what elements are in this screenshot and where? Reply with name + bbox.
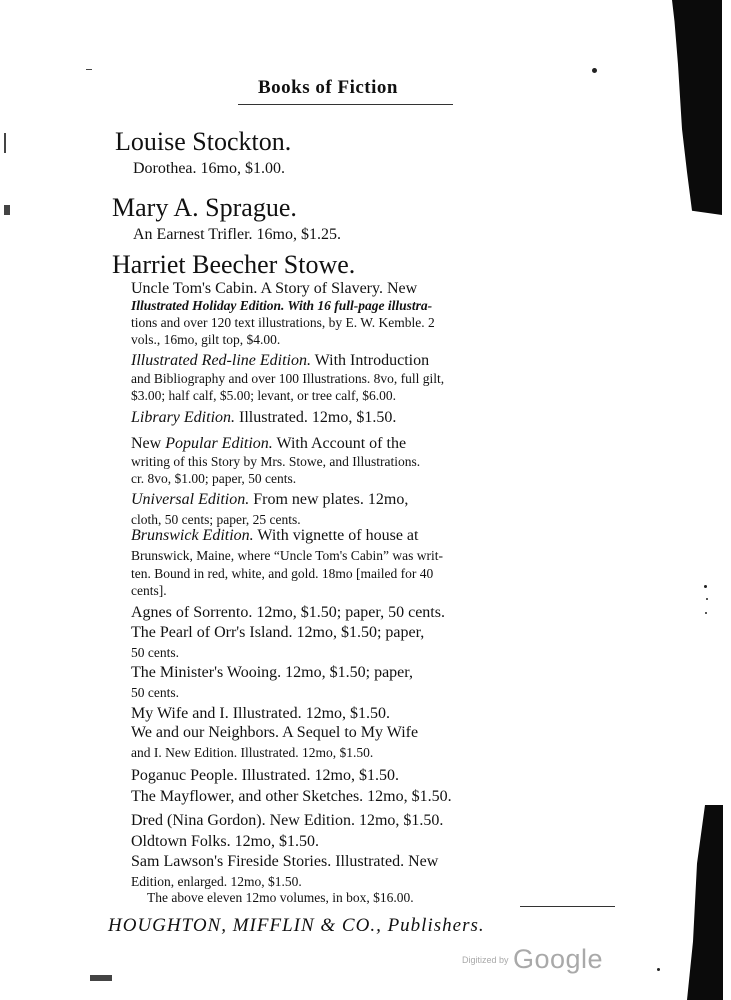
book-entry-detail: Edition, enlarged. 12mo, $1.50. <box>131 874 302 889</box>
book-entry: My Wife and I. Illustrated. 12mo, $1.50. <box>131 705 391 722</box>
scan-mark <box>4 133 6 153</box>
book-entry: An Earnest Trifler. 16mo, $1.25. <box>133 226 341 243</box>
edition-description: With Account of the <box>272 435 407 452</box>
book-entry-detail: Brunswick, Maine, where “Uncle Tom's Cabin” was writ- <box>131 548 444 563</box>
edition-description: From new plates. 12mo, <box>249 491 409 508</box>
scan-mark <box>86 69 92 70</box>
book-entry: The Mayflower, and other Sketches. 12mo, $1.50. <box>131 788 452 805</box>
book-entry: Dred (Nina Gordon). New Edition. 12mo, $1.50. <box>131 812 444 829</box>
page-heading: Books of Fiction <box>258 77 398 98</box>
book-entry-detail: 50 cents. <box>131 685 179 700</box>
set-price-note: The above eleven 12mo volumes, in box, $16.00. <box>147 890 414 905</box>
edition-name: Popular Edition. <box>165 435 273 452</box>
edition-name: Library Edition. <box>131 409 236 426</box>
edition-description: With vignette of house at <box>253 527 419 544</box>
book-entry-detail: cloth, 50 cents; paper, 25 cents. <box>131 512 301 527</box>
book-entry: Uncle Tom's Cabin. A Story of Slavery. New <box>131 280 418 297</box>
scan-mark <box>90 975 112 981</box>
footer-rule <box>520 906 615 907</box>
scan-shadow-bottom-right <box>683 805 723 1000</box>
author-name: Harriet Beecher Stowe. <box>112 250 356 279</box>
scan-shadow-top-right <box>672 0 722 215</box>
edition-name: Brunswick Edition. <box>131 527 254 544</box>
book-entry: Poganuc People. Illustrated. 12mo, $1.50. <box>131 767 399 784</box>
edition-description: With Introduction <box>310 352 430 369</box>
author-name: Mary A. Sprague. <box>112 193 297 222</box>
book-entry-detail: tions and over 120 text illustrations, by E. W. Kemble. 2 <box>131 315 435 330</box>
publisher-imprint: HOUGHTON, MIFFLIN & CO., Publishers. <box>108 915 485 936</box>
book-entry: The Pearl of Orr's Island. 12mo, $1.50; paper, <box>131 624 425 641</box>
book-entry <box>131 527 418 545</box>
speck <box>592 68 597 73</box>
edition-name: Universal Edition. <box>131 491 250 508</box>
book-entry-detail: writing of this Story by Mrs. Stowe, and Illustrations. <box>131 454 421 469</box>
book-entry: Agnes of Sorrento. 12mo, $1.50; paper, 50 cents. <box>131 604 445 621</box>
book-entry-detail: cr. 8vo, $1.00; paper, 50 cents. <box>131 471 297 486</box>
scan-mark <box>4 205 10 215</box>
edition-prefix: New <box>131 435 166 452</box>
book-entry: Dorothea. 16mo, $1.00. <box>133 160 285 177</box>
book-entry: Oldtown Folks. 12mo, $1.50. <box>131 833 320 850</box>
author-name: Louise Stockton. <box>115 127 292 156</box>
book-entry <box>131 409 396 427</box>
book-entry-detail: 50 cents. <box>131 645 179 660</box>
speck <box>657 968 660 971</box>
book-entry-detail: and Bibliography and over 100 Illustrations. 8vo, full gilt, <box>131 371 445 386</box>
watermark-prefix: Digitized by <box>462 955 509 965</box>
book-entry-detail: Illustrated Holiday Edition. With 16 full-page illustra- <box>131 298 433 313</box>
book-entry: We and our Neighbors. A Sequel to My Wife <box>131 724 419 741</box>
book-entry: Sam Lawson's Fireside Stories. Illustrated. New <box>131 853 439 870</box>
book-entry-detail: $3.00; half calf, $5.00; levant, or tree calf, $6.00. <box>131 388 397 403</box>
speck <box>704 585 707 588</box>
edition-name: Illustrated Red-line Edition. <box>131 352 311 369</box>
watermark-logo: Google <box>512 944 604 974</box>
book-entry: The Minister's Wooing. 12mo, $1.50; paper, <box>131 664 413 681</box>
book-entry <box>131 352 429 370</box>
speck <box>706 598 708 600</box>
book-entry <box>131 491 408 509</box>
speck <box>705 612 707 614</box>
book-entry-detail: and I. New Edition. Illustrated. 12mo, $1.50. <box>131 745 374 760</box>
edition-description: Illustrated. 12mo, $1.50. <box>235 409 397 426</box>
book-entry-detail: vols., 16mo, gilt top, $4.00. <box>131 332 281 347</box>
book-entry <box>131 435 406 453</box>
book-entry-detail: ten. Bound in red, white, and gold. 18mo [mailed for 40 <box>131 566 434 581</box>
heading-rule <box>238 104 453 105</box>
book-entry-detail: cents]. <box>131 583 167 598</box>
digitization-watermark <box>462 944 603 975</box>
